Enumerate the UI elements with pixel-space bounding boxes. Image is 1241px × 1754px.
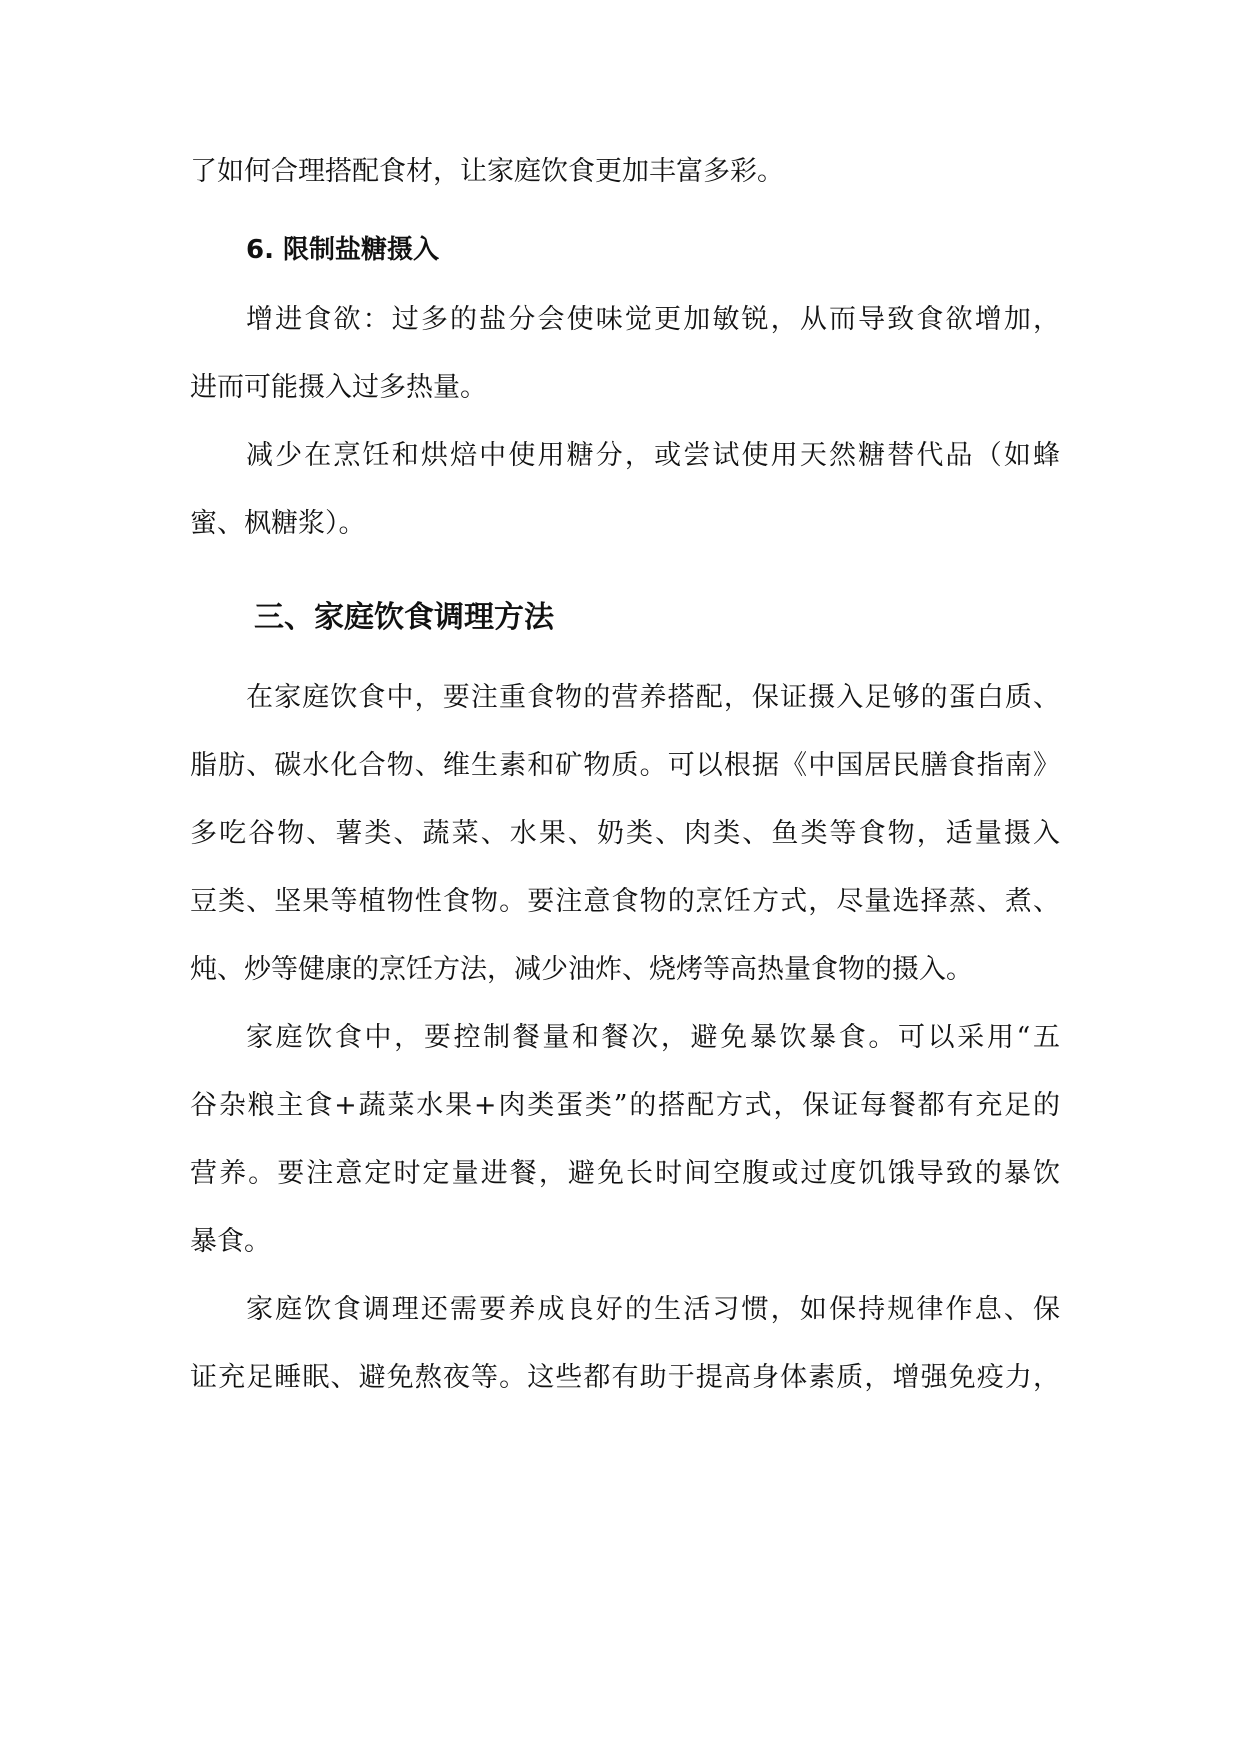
paragraph-line: 在家庭饮食中，要注重食物的营养搭配，保证摄入足够的蛋白质、 <box>246 682 1060 713</box>
paragraph-line: 蜜、枫糖浆）。 <box>190 508 366 539</box>
subsection-heading: 6. 限制盐糖摄入 <box>246 235 440 265</box>
section-heading: 三、家庭饮食调理方法 <box>254 600 554 635</box>
paragraph-line: 营养。要注意定时定量进餐，避免长时间空腹或过度饥饿导致的暴饮 <box>190 1158 1060 1189</box>
paragraph-line: 了如何合理搭配食材，让家庭饮食更加丰富多彩。 <box>190 156 784 187</box>
paragraph-line: 增进食欲：过多的盐分会使味觉更加敏锐，从而导致食欲增加， <box>246 304 1060 335</box>
paragraph-line: 多吃谷物、薯类、蔬菜、水果、奶类、肉类、鱼类等食物，适量摄入 <box>190 818 1060 849</box>
paragraph-line: 家庭饮食调理还需要养成良好的生活习惯，如保持规律作息、保 <box>246 1294 1060 1325</box>
paragraph-line: 证充足睡眠、避免熬夜等。这些都有助于提高身体素质，增强免疫力， <box>190 1362 1060 1393</box>
paragraph-line: 减少在烹饪和烘焙中使用糖分，或尝试使用天然糖替代品（如蜂 <box>246 440 1060 471</box>
paragraph-line: 进而可能摄入过多热量。 <box>190 372 487 403</box>
paragraph-line: 家庭饮食中，要控制餐量和餐次，避免暴饮暴食。可以采用“五 <box>246 1022 1060 1053</box>
paragraph-line: 豆类、坚果等植物性食物。要注意食物的烹饪方式，尽量选择蒸、煮、 <box>190 886 1060 917</box>
paragraph-line: 脂肪、碳水化合物、维生素和矿物质。可以根据《中国居民膳食指南》 <box>190 750 1060 781</box>
paragraph-line: 炖、炒等健康的烹饪方法，减少油炸、烧烤等高热量食物的摄入。 <box>190 954 973 985</box>
paragraph-line: 暴食。 <box>190 1226 271 1257</box>
paragraph-line: 谷杂粮主食+蔬菜水果+肉类蛋类”的搭配方式，保证每餐都有充足的 <box>190 1090 1060 1121</box>
